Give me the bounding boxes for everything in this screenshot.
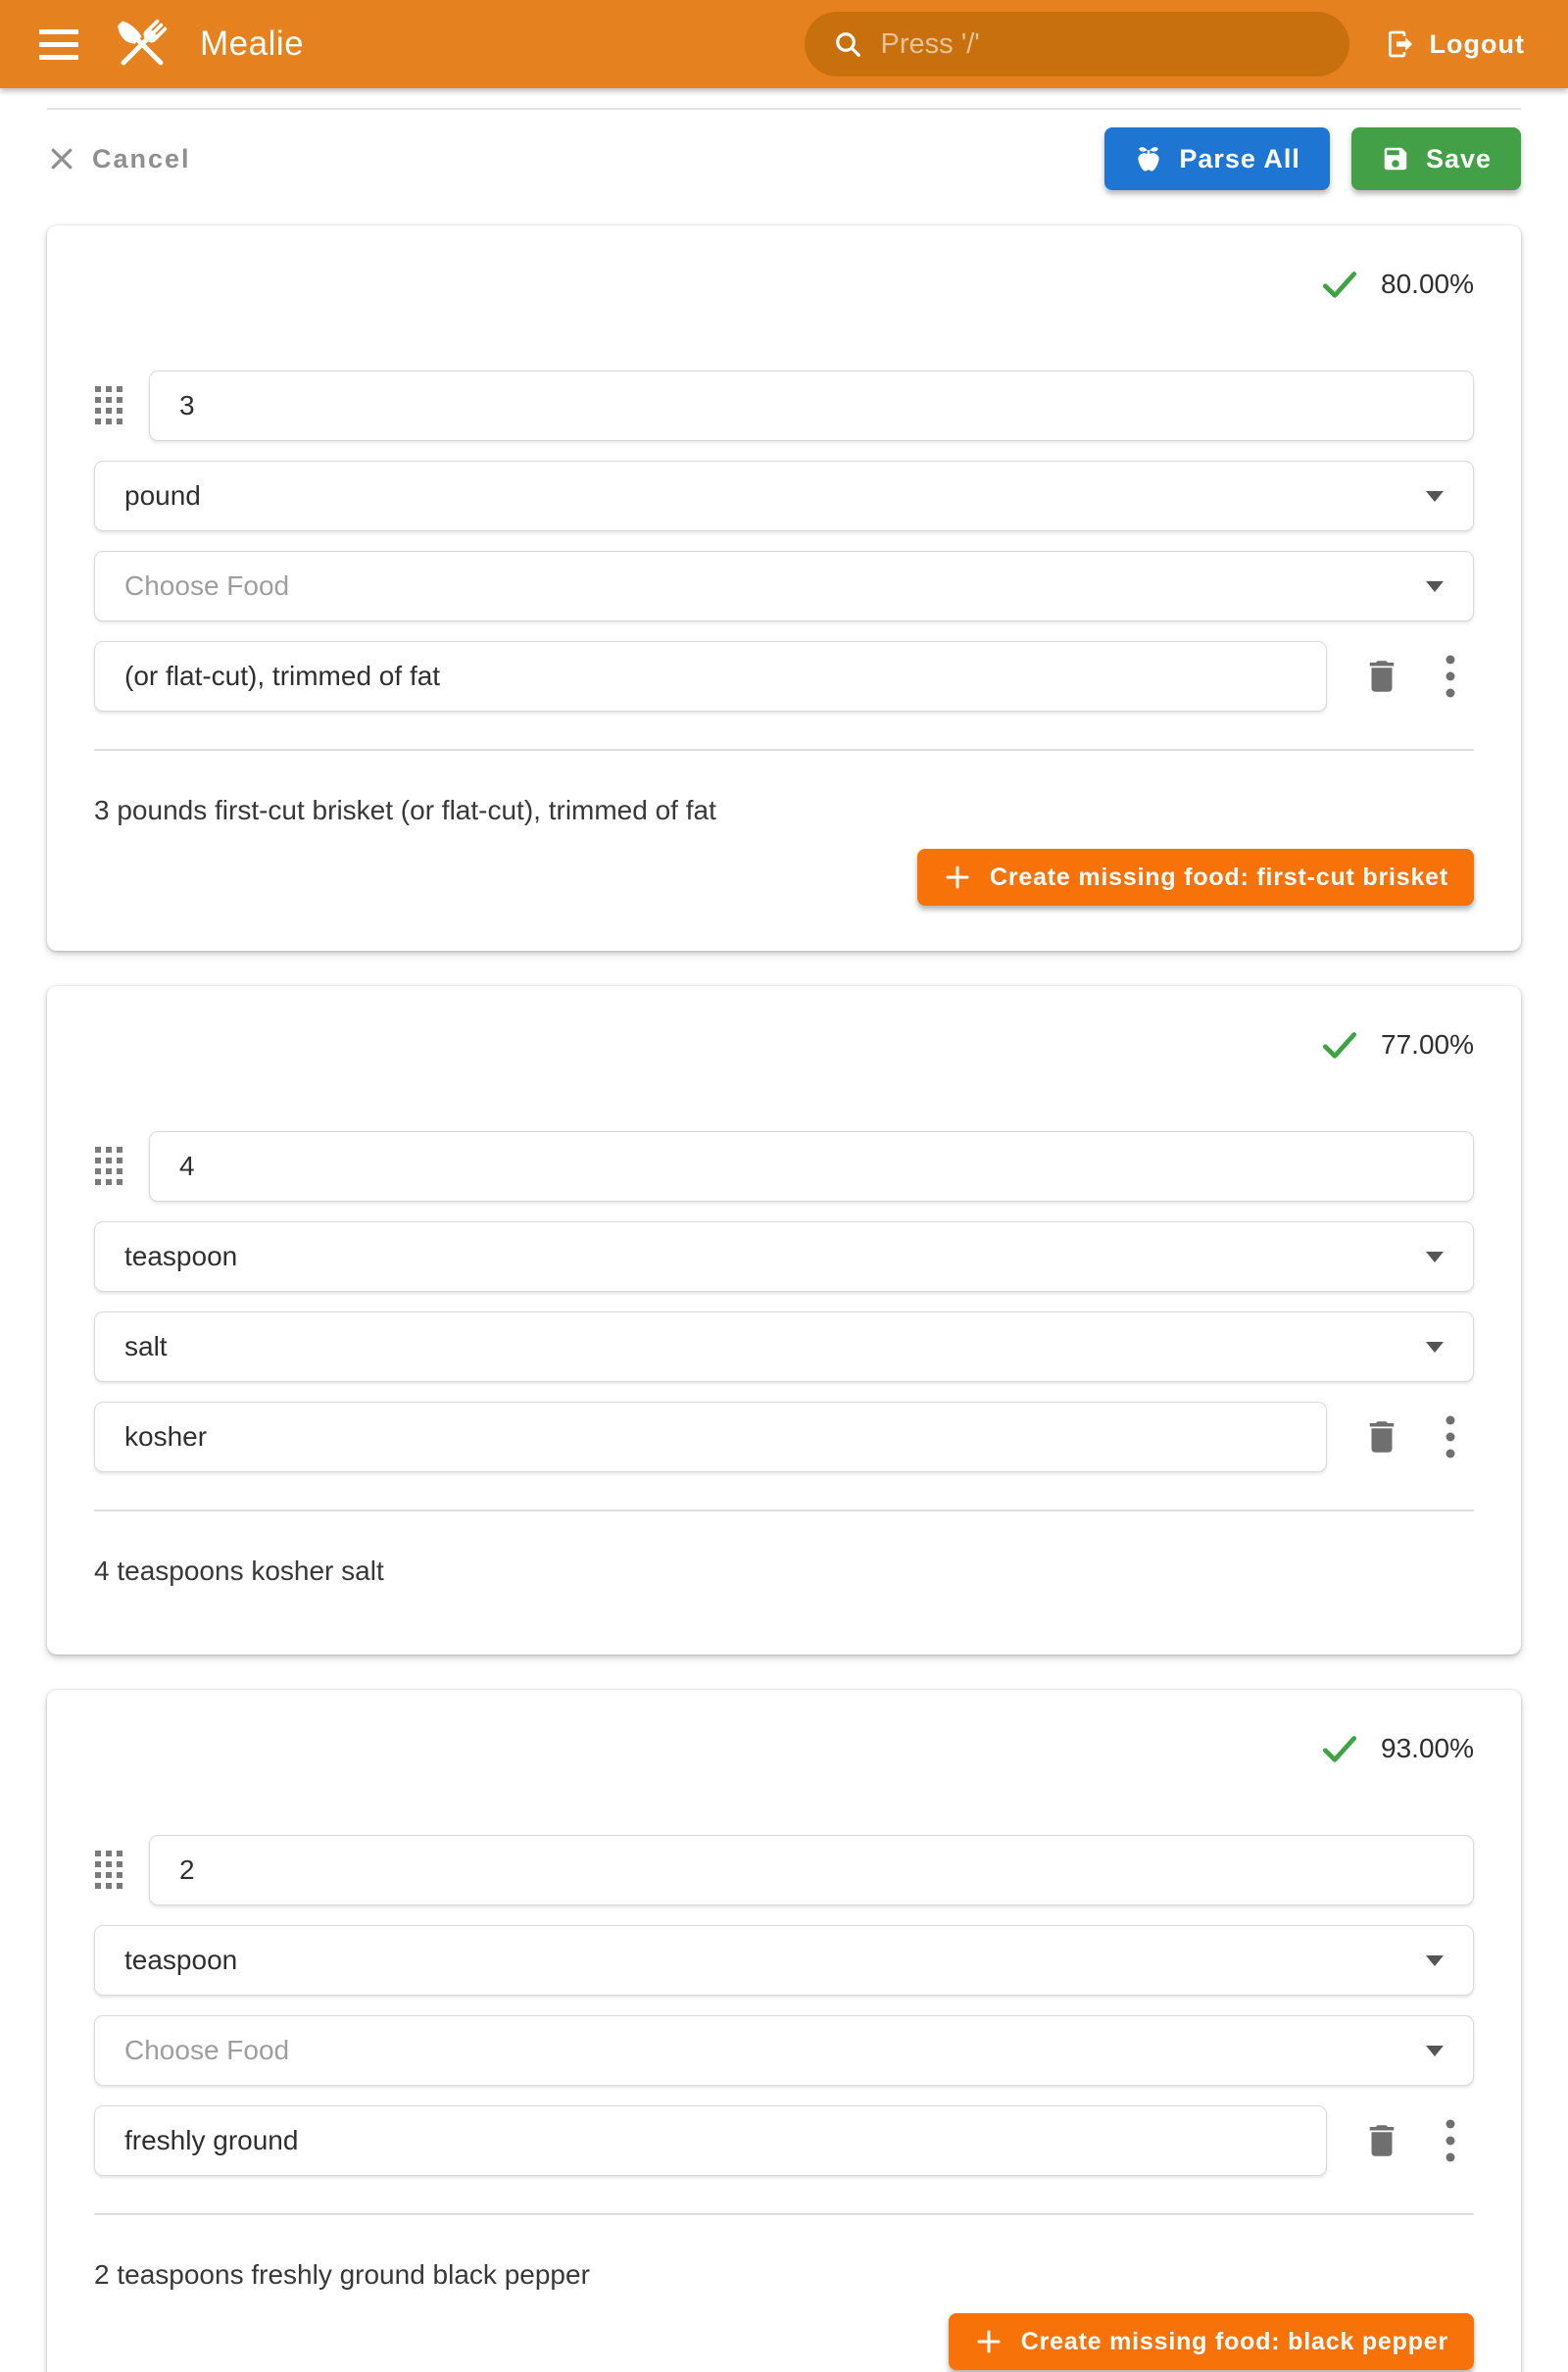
chevron-down-icon bbox=[1426, 491, 1444, 502]
confidence-value: 80.00% bbox=[1381, 269, 1474, 299]
food-value: salt bbox=[124, 1331, 168, 1361]
more-options-button[interactable] bbox=[1427, 653, 1474, 700]
note-row bbox=[94, 2105, 1474, 2176]
fork-knife-logo-icon bbox=[106, 8, 178, 80]
kebab-menu-icon bbox=[1445, 2117, 1456, 2164]
confidence-row bbox=[94, 265, 1474, 304]
missing-food-row bbox=[94, 849, 1474, 906]
unit-value: teaspoon bbox=[124, 1945, 238, 1975]
confidence-row bbox=[94, 1729, 1474, 1768]
note-input[interactable] bbox=[94, 641, 1327, 712]
note-row bbox=[94, 1402, 1474, 1472]
amount-row bbox=[94, 1131, 1474, 1202]
create-missing-food-label: Create missing food: black pepper bbox=[1020, 2327, 1448, 2355]
chevron-down-icon bbox=[1426, 581, 1444, 592]
delete-ingredient-button[interactable] bbox=[1354, 656, 1409, 697]
search-icon bbox=[832, 28, 863, 60]
card-divider bbox=[94, 749, 1474, 751]
more-options-button[interactable] bbox=[1427, 2117, 1474, 2164]
confidence-value: 77.00% bbox=[1381, 1029, 1474, 1060]
food-placeholder: Choose Food bbox=[124, 570, 290, 601]
more-options-button[interactable] bbox=[1427, 1413, 1474, 1460]
confidence-value: 93.00% bbox=[1381, 1733, 1474, 1763]
save-button[interactable] bbox=[1351, 127, 1521, 190]
unit-row bbox=[94, 1925, 1474, 1996]
drag-handle-icon[interactable] bbox=[94, 1147, 123, 1186]
unit-select[interactable] bbox=[94, 1221, 1474, 1292]
hamburger-menu-icon[interactable] bbox=[39, 29, 78, 60]
parse-all-button[interactable] bbox=[1104, 127, 1330, 190]
unit-select[interactable] bbox=[94, 1925, 1474, 1996]
close-icon bbox=[47, 144, 76, 173]
logout-icon bbox=[1385, 28, 1416, 60]
cancel-label: Cancel bbox=[92, 143, 191, 173]
food-row bbox=[94, 551, 1474, 621]
original-ingredient-text: 3 pounds first-cut brisket (or flat-cut), trimmed of fat bbox=[94, 795, 716, 825]
create-missing-food-button[interactable] bbox=[949, 2313, 1474, 2370]
unit-value: teaspoon bbox=[124, 1241, 238, 1271]
trash-icon bbox=[1361, 656, 1402, 697]
search-input[interactable] bbox=[805, 12, 1349, 76]
app-bar bbox=[0, 0, 1568, 88]
logout-button[interactable] bbox=[1385, 28, 1525, 60]
unit-value: pound bbox=[124, 480, 201, 511]
missing-food-row bbox=[94, 2313, 1474, 2370]
check-icon bbox=[1318, 263, 1361, 306]
trash-icon bbox=[1361, 1416, 1402, 1458]
note-row bbox=[94, 641, 1474, 712]
cancel-button[interactable] bbox=[47, 144, 191, 174]
check-icon bbox=[1318, 1727, 1361, 1770]
page-title: Mealie bbox=[200, 25, 305, 63]
parse-all-label: Parse All bbox=[1179, 143, 1300, 173]
card-divider bbox=[94, 1509, 1474, 1511]
food-row bbox=[94, 1311, 1474, 1382]
chevron-down-icon bbox=[1426, 1342, 1444, 1353]
kebab-menu-icon bbox=[1445, 653, 1456, 700]
amount-input[interactable] bbox=[149, 1131, 1474, 1202]
search-placeholder: Press '/' bbox=[880, 27, 980, 60]
kebab-menu-icon bbox=[1445, 1413, 1456, 1460]
chevron-down-icon bbox=[1426, 1252, 1444, 1262]
delete-ingredient-button[interactable] bbox=[1354, 2120, 1409, 2161]
chevron-down-icon bbox=[1426, 2046, 1444, 2056]
drag-handle-icon[interactable] bbox=[94, 1851, 123, 1890]
plus-icon bbox=[974, 2327, 1004, 2356]
original-ingredient-text: 2 teaspoons freshly ground black pepper bbox=[94, 2259, 590, 2290]
confidence-row bbox=[94, 1025, 1474, 1064]
unit-row bbox=[94, 461, 1474, 531]
original-ingredient-text: 4 teaspoons kosher salt bbox=[94, 1556, 384, 1586]
page-divider bbox=[47, 108, 1521, 110]
food-row bbox=[94, 2015, 1474, 2086]
note-input[interactable] bbox=[94, 2105, 1327, 2176]
amount-row bbox=[94, 371, 1474, 441]
food-select[interactable] bbox=[94, 2015, 1474, 2086]
trash-icon bbox=[1361, 2120, 1402, 2161]
save-icon bbox=[1381, 144, 1410, 173]
create-missing-food-button[interactable] bbox=[917, 849, 1474, 906]
amount-row bbox=[94, 1835, 1474, 1905]
card-divider bbox=[94, 2213, 1474, 2215]
parser-toolbar bbox=[47, 127, 1521, 190]
unit-row bbox=[94, 1221, 1474, 1292]
create-missing-food-label: Create missing food: first-cut brisket bbox=[990, 863, 1448, 891]
amount-input[interactable] bbox=[149, 1835, 1474, 1905]
save-label: Save bbox=[1425, 143, 1492, 173]
food-placeholder: Choose Food bbox=[124, 2035, 290, 2065]
ingredient-card-3 bbox=[47, 1690, 1521, 2372]
ingredient-card-2 bbox=[47, 986, 1521, 1655]
app-logo[interactable] bbox=[106, 8, 178, 80]
check-icon bbox=[1318, 1023, 1361, 1066]
drag-handle-icon[interactable] bbox=[94, 386, 123, 425]
note-input[interactable] bbox=[94, 1402, 1327, 1472]
amount-input[interactable] bbox=[149, 371, 1474, 441]
unit-select[interactable] bbox=[94, 461, 1474, 531]
logout-label: Logout bbox=[1429, 28, 1525, 59]
plus-icon bbox=[943, 863, 972, 892]
chevron-down-icon bbox=[1426, 1955, 1444, 1966]
food-select[interactable] bbox=[94, 551, 1474, 621]
delete-ingredient-button[interactable] bbox=[1354, 1416, 1409, 1458]
ingredient-card-1 bbox=[47, 225, 1521, 951]
apple-icon bbox=[1134, 144, 1163, 173]
food-select[interactable] bbox=[94, 1311, 1474, 1382]
